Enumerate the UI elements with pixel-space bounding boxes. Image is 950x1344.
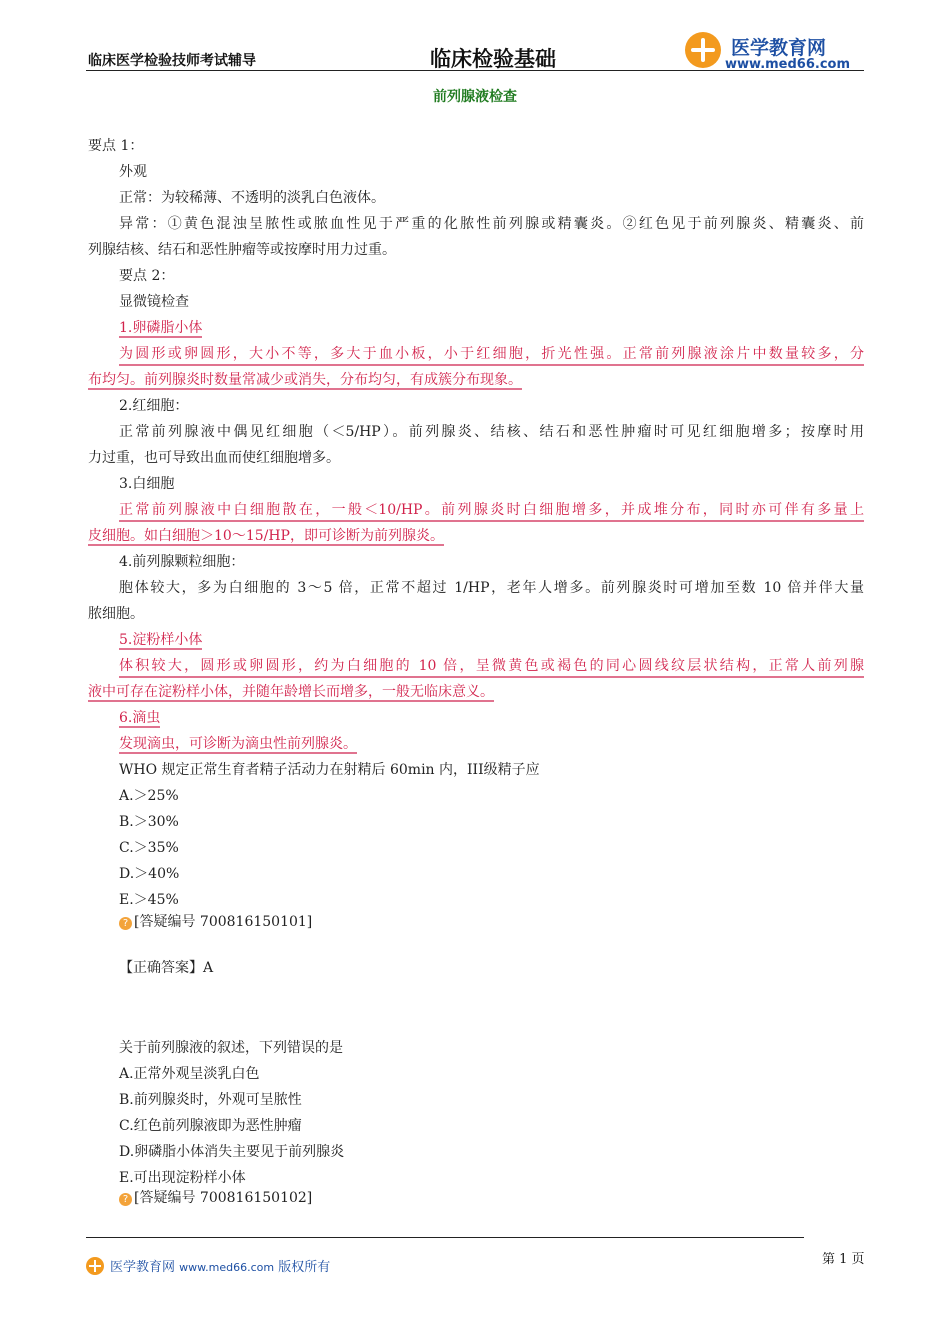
question2-qa-number: [答疑编号 700816150102] bbox=[134, 1190, 313, 1206]
page-subtitle: 前列腺液检查 bbox=[433, 89, 517, 105]
item4-title: 4.前列腺颗粒细胞： bbox=[119, 554, 245, 570]
item1-title: 1.卵磷脂小体 bbox=[119, 320, 203, 336]
point2-heading: 显微镜检查 bbox=[119, 294, 189, 310]
item3-line1: 正常前列腺液中白细胞散在，一般＜10/HP。前列腺炎时白细胞增多，并成堆分布，同时亦可伴有多量上 bbox=[119, 500, 864, 522]
question1-answer: 【正确答案】A bbox=[119, 960, 214, 976]
point2-label: 要点 2： bbox=[119, 268, 175, 284]
question1-qa-link[interactable] bbox=[119, 912, 312, 932]
question2-option-d: D.卵磷脂小体消失主要见于前列腺炎 bbox=[119, 1144, 345, 1160]
point1-abnormal-line1: 异常：①黄色混浊呈脓性或脓血性见于严重的化脓性前列腺或精囊炎。②红色见于前列腺炎、精囊炎、前 bbox=[119, 216, 864, 232]
item3-title: 3.白细胞 bbox=[119, 476, 175, 492]
point1-label: 要点 1： bbox=[88, 138, 144, 154]
logo-url: www.med66.com bbox=[725, 57, 851, 72]
question1-option-c: C.＞35% bbox=[119, 840, 179, 856]
item6-title: 6.滴虫 bbox=[119, 710, 161, 726]
item6-line1: 发现滴虫，可诊断为滴虫性前列腺炎。 bbox=[119, 736, 357, 752]
question2-qa-link[interactable] bbox=[119, 1188, 312, 1208]
item1-line1: 为圆形或卵圆形，大小不等，多大于血小板，小于红细胞，折光性强。正常前列腺液涂片中数量较多，分 bbox=[119, 344, 864, 366]
item1-line2: 布均匀。前列腺炎时数量常减少或消失，分布均匀，有成簇分布现象。 bbox=[88, 372, 522, 388]
question1-stem: WHO 规定正常生育者精子活动力在射精后 60min 内，III级精子应 bbox=[119, 762, 540, 778]
item2-title: 2.红细胞： bbox=[119, 398, 189, 414]
item5-line2: 液中可存在淀粉样小体，并随年龄增长而增多，一般无临床意义。 bbox=[88, 684, 494, 700]
page-number: 第 1 页 bbox=[822, 1252, 865, 1267]
question2-option-a: A.正常外观呈淡乳白色 bbox=[119, 1066, 260, 1082]
question2-option-e: E.可出现淀粉样小体 bbox=[119, 1170, 246, 1186]
point1-normal: 正常：为较稀薄、不透明的淡乳白色液体。 bbox=[119, 190, 385, 206]
item3-line2: 皮细胞。如白细胞＞10～15/HP，即可诊断为前列腺炎。 bbox=[88, 528, 444, 544]
footer-brand-link[interactable] bbox=[110, 1256, 330, 1275]
question1-option-d: D.＞40% bbox=[119, 866, 180, 882]
item5-title: 5.淀粉样小体 bbox=[119, 632, 203, 648]
header-divider bbox=[86, 70, 864, 71]
item2-line2: 力过重，也可导致出血而使红细胞增多。 bbox=[88, 450, 340, 466]
footer-url: www.med66.com bbox=[179, 1261, 275, 1274]
question1-option-a: A.＞25% bbox=[119, 788, 179, 804]
header-left-title: 临床医学检验技师考试辅导 bbox=[88, 53, 256, 69]
item2-line1: 正常前列腺液中偶见红细胞（＜5/HP）。前列腺炎、结核、结石和恶性肿瘤时可见红细胞增多；按摩时用 bbox=[119, 424, 864, 440]
point1-abnormal-line2: 列腺结核、结石和恶性肿瘤等或按摩时用力过重。 bbox=[88, 242, 396, 258]
point1-heading: 外观 bbox=[119, 164, 147, 180]
medical-cross-icon bbox=[86, 1257, 104, 1275]
footer-rights: 版权所有 bbox=[278, 1260, 331, 1275]
question1-option-e: E.＞45% bbox=[119, 892, 179, 908]
item5-line1: 体积较大，圆形或卵圆形，约为白细胞的 10 倍，呈微黄色或褐色的同心圆线纹层状结构，正常人前列腺 bbox=[119, 656, 864, 678]
question2-option-c: C.红色前列腺液即为恶性肿瘤 bbox=[119, 1118, 302, 1134]
item4-line2: 脓细胞。 bbox=[88, 606, 144, 622]
footer-brand: 医学教育网 bbox=[110, 1260, 176, 1275]
question1-qa-number: [答疑编号 700816150101] bbox=[134, 914, 313, 930]
question-icon: ? bbox=[119, 1193, 132, 1206]
item4-line1: 胞体较大，多为白细胞的 3～5 倍，正常不超过 1/HP，老年人增多。前列腺炎时可增加至数 10 倍并伴大量 bbox=[119, 580, 864, 596]
logo-title: 医学教育网 bbox=[731, 37, 827, 59]
question1-option-b: B.＞30% bbox=[119, 814, 179, 830]
medical-cross-icon bbox=[685, 32, 721, 68]
header-center-title: 临床检验基础 bbox=[430, 47, 556, 71]
brand-logo[interactable] bbox=[685, 32, 865, 74]
question2-option-b: B.前列腺炎时，外观可呈脓性 bbox=[119, 1092, 302, 1108]
footer-divider bbox=[86, 1237, 804, 1238]
question-icon: ? bbox=[119, 917, 132, 930]
question2-stem: 关于前列腺液的叙述，下列错误的是 bbox=[119, 1040, 343, 1056]
